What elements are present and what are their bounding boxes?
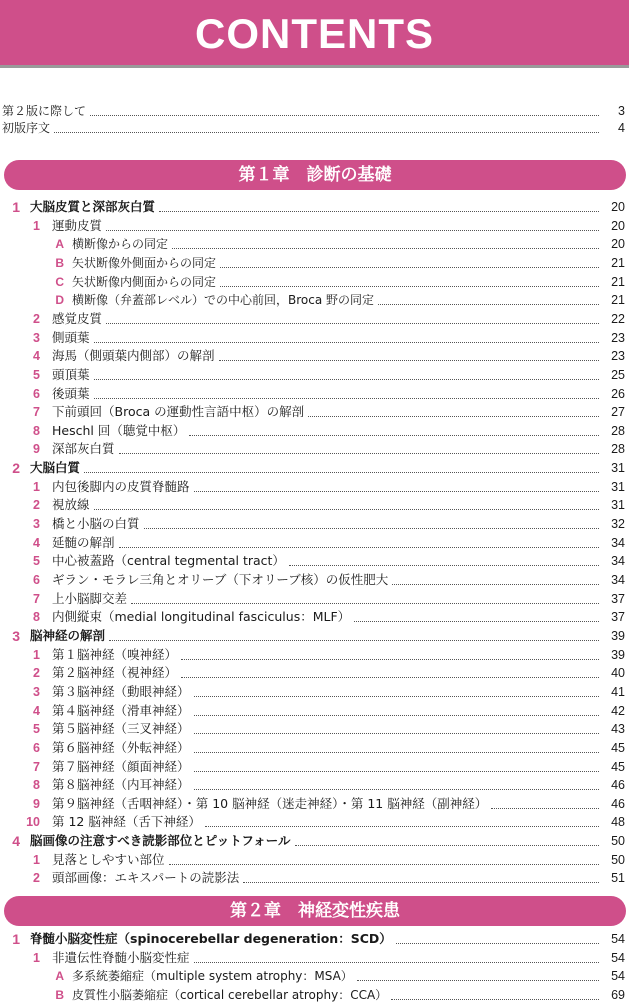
dot-leader — [205, 825, 599, 827]
subsection-entry — [0, 571, 629, 589]
subsection-entry — [0, 851, 629, 869]
section-entry — [0, 459, 629, 477]
entry-title: 第 12 脳神経（舌下神経） — [52, 814, 201, 830]
dot-leader — [194, 490, 599, 492]
dot-leader — [491, 807, 599, 809]
entry-page-number: 50 — [611, 852, 625, 867]
entry-title: 非遺伝性脊髄小脳変性症 — [52, 949, 190, 965]
entry-number: 9 — [33, 796, 40, 811]
entry-title: 第４脳神経（滑車神経） — [52, 702, 190, 718]
section-entry — [0, 832, 629, 850]
dot-leader — [144, 527, 599, 529]
entry-number: A — [55, 969, 64, 984]
dot-leader — [159, 210, 599, 212]
entry-page-number: 32 — [611, 517, 625, 532]
dot-leader — [94, 378, 599, 380]
entry-title: 第１脳神経（嗅神経） — [52, 646, 178, 662]
entry-title: 中心被蓋路（central tegmental tract） — [52, 553, 285, 569]
dot-leader — [289, 564, 599, 566]
entry-title: 内側縦束（medial longitudinal fasciculus：MLF） — [52, 609, 351, 625]
entry-number: 8 — [33, 423, 40, 438]
entry-page-number: 46 — [611, 778, 625, 793]
subsection-entry — [0, 403, 629, 421]
entry-number: 4 — [33, 349, 40, 364]
entry-title: 第７脳神経（顔面神経） — [52, 758, 190, 774]
entry-title: 矢状断像外側面からの同定 — [72, 255, 217, 270]
subsection-entry — [0, 347, 629, 365]
entry-page-number: 31 — [611, 498, 625, 513]
dot-leader — [219, 359, 599, 361]
entry-page-number: 40 — [611, 666, 625, 681]
entry-page-number: 27 — [611, 405, 625, 420]
entry-title: 多系統萎縮症（multiple system atrophy：MSA） — [72, 969, 353, 984]
entry-title: 橋と小脳の白質 — [52, 516, 140, 532]
entry-page-number: 41 — [611, 684, 625, 699]
subsubsection-entry — [0, 986, 629, 1004]
entry-number: D — [55, 293, 64, 308]
entry-number: 2 — [33, 871, 40, 886]
chapter-heading — [4, 896, 626, 926]
section-entry — [0, 930, 629, 948]
dot-leader — [194, 695, 599, 697]
dot-leader — [119, 546, 599, 548]
entry-page-number: 31 — [611, 479, 625, 494]
entry-title: Heschl 回（聴覚中枢） — [52, 422, 186, 438]
subsection-entry — [0, 422, 629, 440]
subsection-entry — [0, 366, 629, 384]
dot-leader — [109, 639, 599, 641]
entry-number: 7 — [33, 405, 40, 420]
entry-title: 上小脳脚交差 — [52, 590, 128, 606]
entry-page-number: 42 — [611, 703, 625, 718]
entry-page-number: 54 — [611, 932, 625, 946]
dot-leader — [94, 508, 599, 510]
subsection-entry — [0, 739, 629, 757]
entry-number: 1 — [33, 647, 40, 662]
entry-title: 第３脳神経（動眼神経） — [52, 683, 190, 699]
entry-number: 4 — [33, 703, 40, 718]
entry-page-number: 50 — [611, 834, 625, 849]
entry-number: 1 — [33, 218, 40, 233]
dot-leader — [189, 434, 599, 436]
entry-title: 第８脳神経（内耳神経） — [52, 777, 190, 793]
entry-number: 1 — [33, 950, 40, 965]
entry-title: 頭部画像：エキスパートの読影法 — [52, 870, 240, 886]
dot-leader — [119, 452, 599, 454]
entry-title: 脳神経の解剖 — [30, 627, 106, 643]
entry-number: C — [55, 274, 64, 289]
entry-number: 3 — [33, 684, 40, 699]
entry-title: 大脳白質 — [30, 460, 81, 476]
dot-leader — [181, 676, 599, 678]
entry-title: 第２版に際して — [2, 104, 87, 118]
entry-page-number: 4 — [618, 121, 625, 135]
entry-number: 5 — [33, 722, 40, 737]
front-matter-entry — [0, 119, 629, 137]
entry-number: 9 — [33, 442, 40, 457]
subsection-entry — [0, 385, 629, 403]
entry-title: 第５脳神経（三叉神経） — [52, 721, 190, 737]
subsection-entry — [0, 310, 629, 328]
entry-number: 1 — [33, 852, 40, 867]
subsubsection-entry — [0, 967, 629, 985]
dot-leader — [295, 844, 599, 846]
entry-number: 5 — [33, 367, 40, 382]
entry-page-number: 51 — [611, 871, 625, 886]
dot-leader — [90, 114, 599, 116]
entry-page-number: 46 — [611, 796, 625, 811]
entry-number: 6 — [33, 386, 40, 401]
entry-number: 5 — [33, 554, 40, 569]
subsubsection-entry — [0, 291, 629, 309]
subsection-entry — [0, 608, 629, 626]
subsection-entry — [0, 664, 629, 682]
entry-title: 初版序文 — [2, 121, 51, 135]
entry-number: 10 — [26, 815, 40, 830]
entry-title: 感覚皮質 — [52, 310, 103, 326]
entry-title: 視放線 — [52, 497, 90, 513]
dot-leader — [194, 732, 599, 734]
dot-leader — [54, 131, 599, 133]
page-title: CONTENTS — [195, 10, 434, 57]
entry-number: 3 — [33, 517, 40, 532]
entry-page-number: 48 — [611, 815, 625, 830]
entry-number: A — [55, 237, 64, 252]
subsection-entry — [0, 758, 629, 776]
entry-page-number: 20 — [611, 237, 625, 252]
subsection-entry — [0, 329, 629, 347]
subsection-entry — [0, 813, 629, 831]
dot-leader — [243, 881, 599, 883]
entry-page-number: 37 — [611, 610, 625, 625]
subsection-entry — [0, 534, 629, 552]
dot-leader — [220, 266, 599, 268]
subsubsection-entry — [0, 254, 629, 272]
entry-number: 7 — [33, 759, 40, 774]
entry-title: 内包後脚内の皮質脊髄路 — [52, 478, 190, 494]
entry-page-number: 23 — [611, 349, 625, 364]
subsection-entry — [0, 949, 629, 967]
entry-page-number: 45 — [611, 759, 625, 774]
subsection-entry — [0, 496, 629, 514]
dot-leader — [84, 471, 599, 473]
entry-title: 脳画像の注意すべき読影部位とピットフォール — [30, 833, 291, 849]
entry-page-number: 39 — [611, 647, 625, 662]
dot-leader — [194, 961, 599, 963]
entry-number: 1 — [12, 931, 20, 947]
entry-number: 2 — [33, 498, 40, 513]
entry-page-number: 28 — [611, 442, 625, 457]
entry-page-number: 23 — [611, 330, 625, 345]
entry-page-number: 43 — [611, 722, 625, 737]
entry-page-number: 21 — [611, 293, 625, 308]
entry-title: 後頭葉 — [52, 385, 90, 401]
entry-number: 2 — [33, 311, 40, 326]
entry-number: 4 — [12, 833, 20, 850]
entry-page-number: 37 — [611, 591, 625, 606]
entry-page-number: 22 — [611, 311, 625, 326]
subsection-entry — [0, 440, 629, 458]
entry-title: 第９脳神経（舌咽神経）・第 10 脳神経（迷走神経）・第 11 脳神経（副神経） — [52, 795, 488, 811]
subsection-entry — [0, 720, 629, 738]
chapter-title: 第２章 神経変性疾患 — [230, 901, 400, 921]
entry-number: 2 — [33, 666, 40, 681]
entry-page-number: 3 — [618, 104, 625, 118]
dot-leader — [396, 942, 599, 944]
dot-leader — [357, 979, 599, 981]
subsection-entry — [0, 590, 629, 608]
dot-leader — [181, 658, 599, 660]
entry-page-number: 34 — [611, 573, 625, 587]
entry-page-number: 28 — [611, 423, 625, 438]
dot-leader — [220, 285, 599, 287]
entry-title: 第６脳神経（外転神経） — [52, 739, 190, 755]
dot-leader — [378, 303, 599, 305]
entry-title: 第２脳神経（視神経） — [52, 665, 178, 681]
entry-number: 6 — [33, 573, 40, 587]
entry-title: 頭頂葉 — [52, 366, 90, 382]
subsubsection-entry — [0, 235, 629, 253]
entry-page-number: 69 — [611, 987, 625, 1002]
entry-number: B — [55, 987, 64, 1002]
entry-page-number: 21 — [611, 255, 625, 270]
entry-page-number: 25 — [611, 367, 625, 382]
dot-leader — [131, 602, 599, 604]
entry-title: ギラン・モラレ三角とオリーブ（下オリーブ核）の仮性肥大 — [52, 572, 389, 587]
entry-page-number: 39 — [611, 628, 625, 643]
section-entry — [0, 198, 629, 216]
dot-leader — [308, 415, 599, 417]
entry-page-number: 20 — [611, 200, 625, 214]
entry-page-number: 21 — [611, 274, 625, 289]
entry-title: 運動皮質 — [52, 217, 103, 233]
dot-leader — [172, 247, 599, 249]
entry-title: 脊髄小脳変性症（spinocerebellar degeneration：SCD） — [30, 931, 392, 946]
entry-page-number: 34 — [611, 535, 625, 550]
entry-title: 皮質性小脳萎縮症（cortical cerebellar atrophy：CCA） — [72, 987, 388, 1002]
entry-page-number: 26 — [611, 386, 625, 401]
entry-title: 見落としやすい部位 — [52, 851, 165, 867]
subsection-entry — [0, 683, 629, 701]
entry-title: 横断像からの同定 — [72, 237, 169, 252]
subsubsection-entry — [0, 273, 629, 291]
entry-number: 2 — [12, 460, 20, 477]
entry-page-number: 54 — [611, 950, 625, 965]
entry-number: 1 — [33, 479, 40, 494]
entry-number: 7 — [33, 591, 40, 606]
entry-title: 延髄の解剖 — [52, 534, 115, 550]
entry-number: 4 — [33, 535, 40, 550]
entry-number: 1 — [12, 199, 20, 215]
dot-leader — [106, 322, 599, 324]
section-entry — [0, 627, 629, 645]
entry-page-number: 45 — [611, 740, 625, 755]
chapter-title: 第１章 診断の基礎 — [238, 165, 392, 185]
entry-number: 6 — [33, 740, 40, 755]
subsection-entry — [0, 478, 629, 496]
dot-leader — [94, 341, 599, 343]
entry-title: 側頭葉 — [52, 329, 90, 345]
entry-title: 大脳皮質と深部灰白質 — [30, 199, 156, 214]
dot-leader — [354, 620, 599, 622]
dot-leader — [194, 714, 599, 716]
entry-title: 矢状断像内側面からの同定 — [72, 274, 217, 289]
subsection-entry — [0, 646, 629, 664]
chapter-heading — [4, 160, 626, 190]
contents-header — [0, 0, 629, 68]
subsection-entry — [0, 552, 629, 570]
entry-number: 8 — [33, 778, 40, 793]
dot-leader — [392, 583, 599, 585]
subsection-entry — [0, 217, 629, 235]
entry-number: 8 — [33, 610, 40, 625]
entry-page-number: 54 — [611, 969, 625, 984]
dot-leader — [194, 751, 599, 753]
entry-title: 下前頭回（Broca の運動性言語中枢）の解剖 — [52, 404, 305, 420]
front-matter-entry — [0, 102, 629, 120]
subsection-entry — [0, 776, 629, 794]
entry-title: 深部灰白質 — [52, 441, 115, 457]
entry-page-number: 31 — [611, 461, 625, 476]
dot-leader — [194, 770, 599, 772]
subsection-entry — [0, 869, 629, 887]
entry-page-number: 34 — [611, 554, 625, 569]
dot-leader — [94, 397, 599, 399]
entry-number: 3 — [12, 627, 20, 644]
entry-page-number: 20 — [611, 218, 625, 233]
entry-number: 3 — [33, 330, 40, 345]
entry-number: B — [55, 255, 64, 270]
subsection-entry — [0, 702, 629, 720]
subsection-entry — [0, 515, 629, 533]
entry-title: 海馬（側頭葉内側部）の解剖 — [52, 348, 215, 364]
dot-leader — [106, 229, 599, 231]
subsection-entry — [0, 795, 629, 813]
dot-leader — [194, 788, 599, 790]
entry-title: 横断像（弁蓋部レベル）での中心前回，Broca 野の同定 — [72, 293, 375, 308]
dot-leader — [169, 863, 599, 865]
